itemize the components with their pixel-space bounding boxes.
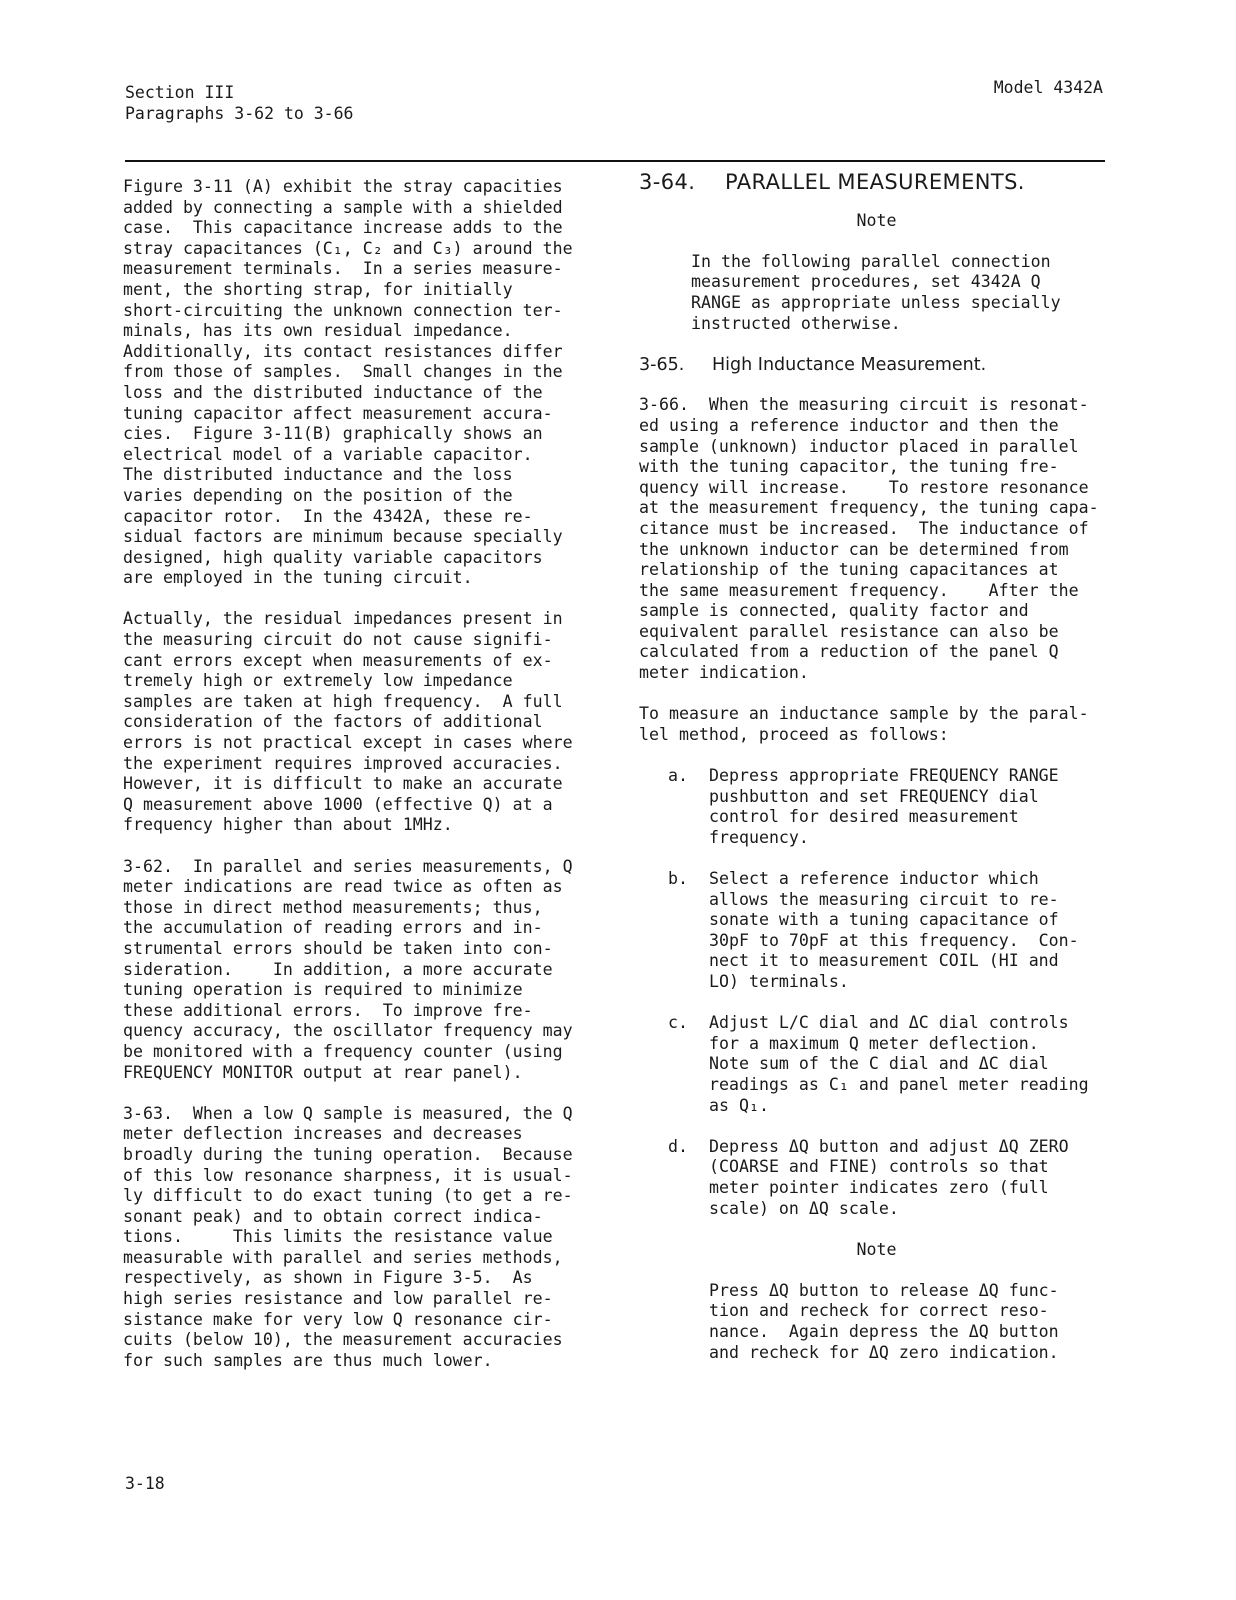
section-heading-text: PARALLEL MEASUREMENTS. [725, 170, 1025, 194]
procedure-step [639, 1013, 1114, 1116]
paragraphs-label: Paragraphs 3-62 to 3-66 [125, 104, 354, 123]
model-label: Model 4342A [993, 78, 1103, 97]
paragraph-procedure-intro: To measure an inductance sample by the paral- lel method, proceed as follows: [639, 704, 1089, 744]
page-number: 3-18 [125, 1474, 165, 1493]
page-header-left [125, 82, 353, 124]
header-rule [125, 160, 1105, 162]
paragraph-residual-impedances: Actually, the residual impedances present in the measuring circuit do not cause signifi- cant errors except when measurements of ex- tremely high or extremely low impedance samples are taken at high frequency. A full consideration of the factors of additional errors is not practical except in cases where the experiment requires improved accuracies. However, it is difficult to make an accurate Q measurement above 1000 (effective Q) at a frequency higher than about 1MHz. [123, 609, 573, 835]
note-title: Note [856, 210, 897, 230]
step-letter: d. [668, 1136, 688, 1156]
subsection-heading [639, 355, 1114, 376]
note-body: Press ΔQ button to release ΔQ func- tion and recheck for correct reso- nance. Again depress the ΔQ button and recheck for ΔQ zero indication. [709, 1280, 1059, 1362]
paragraph-figure-3-11: Figure 3-11 (A) exhibit the stray capacities added by connecting a sample with a shielded case. This capacitance increase adds to the stray capacitances (C₁, C₂ and C₃) around the measurement terminals. In a series measure- ment, the shorting strap, for initially short-circuiting the unknown connection ter- minals, has its own residual impedance. Additionally, its contact resistances differ from those of samples. Small changes in the loss and the distributed inductance of the tuning capacitor affect measurement accura- cies. Figure 3-11(B) graphically shows an electrical model of a variable capacitor. The distributed inductance and the loss varies depending on the position of the capacitor rotor. In the 4342A, these re- sidual factors are minimum because specially designed, high quality variable capacitors are employed in the tuning circuit. [123, 177, 573, 588]
step-text: Adjust L/C dial and ΔC dial controls for a maximum Q meter deflection. Note sum of the C dial and ΔC dial readings as C₁ and panel meter reading as Q₁. [709, 1013, 1089, 1115]
procedure-step [639, 869, 1114, 993]
step-text: Depress ΔQ button and adjust ΔQ ZERO (COARSE and FINE) controls so that meter pointer indicates zero (full scale) on ΔQ scale. [709, 1136, 1069, 1218]
procedure-step [639, 766, 1114, 848]
paragraph-3-63: 3-63. When a low Q sample is measured, the Q meter deflection increases and decreases broadly during the tuning operation. Because of this low resonance sharpness, it is usual- ly difficult to do exact tuning (to get a re- sonant peak) and to obtain correct indica- tions. This limits the resistance value measurable with parallel and series methods, respectively, as shown in Figure 3-5. As high series resistance and low parallel re- sistance make for very low Q resonance cir- cuits (below 10), the measurement accuracies for such samples are thus much lower. [123, 1103, 573, 1370]
paragraph-3-62: 3-62. In parallel and series measurements, Q meter indications are read twice as often as those in direct method measurements; thus, the accumulation of reading errors and in- strumental errors should be taken into con- sideration. In addition, a more accurate tuning operation is required to minimize these additional errors. To improve fre- quency accuracy, the oscillator frequency may be monitored with a frequency counter (using FREQUENCY MONITOR output at rear panel). [123, 856, 573, 1082]
procedure-step [639, 1137, 1114, 1219]
subsection-heading-number: 3-65. [639, 354, 685, 375]
step-letter: a. [668, 766, 688, 786]
left-column [123, 177, 593, 1392]
paragraph-3-66: 3-66. When the measuring circuit is resonat- ed using a reference inductor and then the sample (unknown) inductor placed in parallel with the tuning capacitor, the tuning fre- quency will increase. To restore resonance at the measurement frequency, the tuning capa- citance must be increased. The inductance of the unknown inductor can be determined from relationship of the tuning capacitances at the same measurement frequency. After the sample is connected, quality factor and equivalent parallel resistance can also be calculated from a reduction of the panel Q meter indication. [639, 395, 1099, 683]
section-label: Section III [125, 83, 235, 102]
step-text: Select a reference inductor which allows the measuring circuit to re- sonate with a tuning capacitance of 30pF to 70pF at this frequency. Con- nect it to measurement COIL (HI and LO) terminals. [709, 869, 1079, 991]
note-body: In the following parallel connection measurement procedures, set 4342A Q RANGE as appropriate unless specially instructed otherwise. [691, 251, 1061, 333]
note-title: Note [856, 1239, 897, 1259]
section-heading [639, 172, 1114, 193]
step-letter: b. [668, 869, 688, 888]
step-letter: c. [668, 1013, 688, 1033]
right-column [639, 172, 1114, 1363]
section-heading-number: 3-64. [639, 170, 696, 194]
subsection-heading-text: High Inductance Measurement. [712, 354, 987, 375]
step-text: Depress appropriate FREQUENCY RANGE pushbutton and set FREQUENCY dial control for desired measurement frequency. [709, 766, 1059, 847]
